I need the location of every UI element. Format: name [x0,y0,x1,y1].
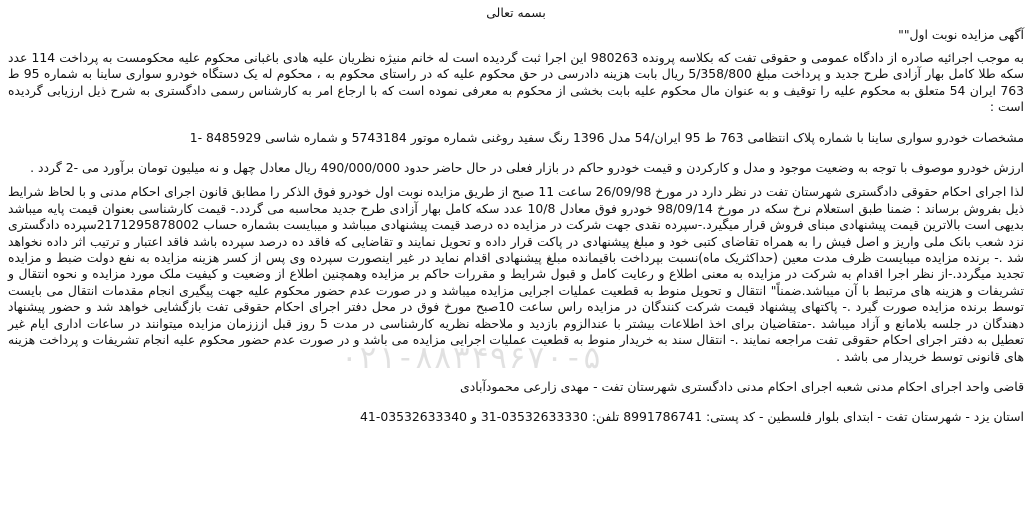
auction-terms-paragraph: لذا اجرای احکام حقوقی دادگستری شهرستان تفت در نظر دارد در مورخ 26/09/98 ساعت 11 صبح از طریق مزایده نوبت اول خودرو فوق الذکر را مطابق قانون اجرای احکام مدنی و با لحاظ شرایط ذیل بفروش برساند : ضمنا طبق استعلام نرخ سکه در مورخ 98/09/14 خودرو فوق معادل 10/8 عدد سکه کامل بهار آزادی طرح جدید محاسبه می گردد.- قیمت کارشناسی بعنوان قیمت پایه میباشد بدیهی است بالاترین قیمت پیشنهادی مبنای فروش قرار میگیرد.-سپرده نقدی جهت شرکت در مزایده ده درصد قیمت پیشنهادی میباشد و میبایست بشماره حساب 2171295878002سپرده دادگستری نزد شعب بانک ملی واریز و اصل فیش را به همراه تقاضای کتبی خود و مبلغ پیشنهادی در پاکت قرار داده و تحویل نمایند و تقاضایی که فاقد ده درصد سپرده باشد فاقد اعتبار و ترتیب اثر داده نخواهد شد .- برنده مزایده میبایست ظرف مدت معین (حداکثریک ماه)نسبت بپرداخت باقیمانده مبلغ پیشنهادی اقدام نماید در غیر اینصورت سپرده وی پس از کسر هزینه مزایده به نفع دولت ضبط و مزایده تجدید میگردد.-از نظر اجرا اقدام به شرکت در مزایده به معنی اطلاع و رعایت کامل و قبول شرایط و مقررات حاکم بر مزایده وهمچنین اطلاع از وضعیت و کیفیت ملک مورد مزایده و نحوه انتقال و تشریفات و هزینه های مرتبط با آن میباشد.ضمناً" انتقال و تحویل منوط به قطعیت عملیات اجرایی مزایده میباشد و در صورت عدم حضور محکوم علیه جهت پیگیری انجام مقدمات انتقال می بایست توسط برنده مزایده صورت گیرد .- پاکتهای پیشنهاد قیمت شرکت کنندگان در مزایده راس ساعت 10صبح مورخ فوق در محل دفتر اجرای احکام حقوقی تفت بازگشایی خواهد شد و حضور پیشنهاد دهندگان در جلسه بلامانع و آزاد میباشد .-متقاضیان برای اخذ اطلاعات بیشتر با عندالزوم بازدید و ملاحظه نظریه کارشناسی در مدت 5 روز قبل ازززمان مزایده میتوانند در ساعات اداری ایام غیر تعطیل به دفتر اجرای احکام حقوقی تفت مراجعه نمایند .- انتقال سند به خریدار منوط به قطعیت عملیات اجرایی مزایده می باشد و در صورت عدم حضور محکوم علیه انجام تشریفات و پرداخت هزینه های قانونی توسط خریدار می باشد . [8,184,1024,364]
item-vehicle-value: ارزش خودرو موصوف با توجه به وضعیت موجود و مدل و کارکردن و قیمت خودرو حاکم در بازار فعلی در حال حاضر حدود 490/000/000 ریال معادل چهل و نه میلیون تومان برآورد می -2 گردد . [30,160,1024,176]
intro-paragraph: به موجب اجرائیه صادره از دادگاه عمومی و حقوقی تفت که بکلاسه پرونده 980263 این اجرا ثبت گردیده است له خانم منیژه نظریان علیه هادی باغبانی محکوم علیه محکومست به پرداخت 114 عدد سکه طلا کامل بهار آزادی طرح جدید و پرداخت مبلغ 5/358/800 ریال بابت هزینه دادرسی در حق محکوم علیه که در راستای محکوم به ، محکوم له یک دستگاه خودرو سواری ساینا به شماره 95 ط 763 ایران 54 متعلق به محکوم علیه را توقیف و به عنوان مال محکوم علیه بابت بخشی از محکوم به معرفی نموده است که با ارجاع امر به کارشناس رسمی دادگستری به شرح ذیل ارزیابی گردیده است : [8,50,1025,115]
document-title: بسمه تعالی [486,5,546,20]
address-line: استان یزد - شهرستان تفت - ابتدای بلوار فلسطین - کد پستی: 8991786741 تلفن: 03532633330-31 و 03532633340-41 [360,409,1024,425]
signature-line: قاضی واحد اجرای احکام مدنی شعبه اجرای احکام مدنی دادگستری شهرستان تفت - مهدی زارعی محمودآبادی [460,378,1024,394]
item-vehicle-specs: مشخصات خودرو سواری ساینا با شماره پلاک انتظامی 763 ط 95 ایران/54 مدل 1396 رنگ سفید روغنی شماره موتور 5743184 و شماره شاسی 8485929 -1 [189,129,1024,145]
phone-watermark: ۰۲۱-۸۸۳۴۹۶۷۰-۵ [340,340,602,376]
notice-heading: آگهی مزایده نوبت اول"" [898,27,1024,42]
notice-document [8,4,1024,426]
